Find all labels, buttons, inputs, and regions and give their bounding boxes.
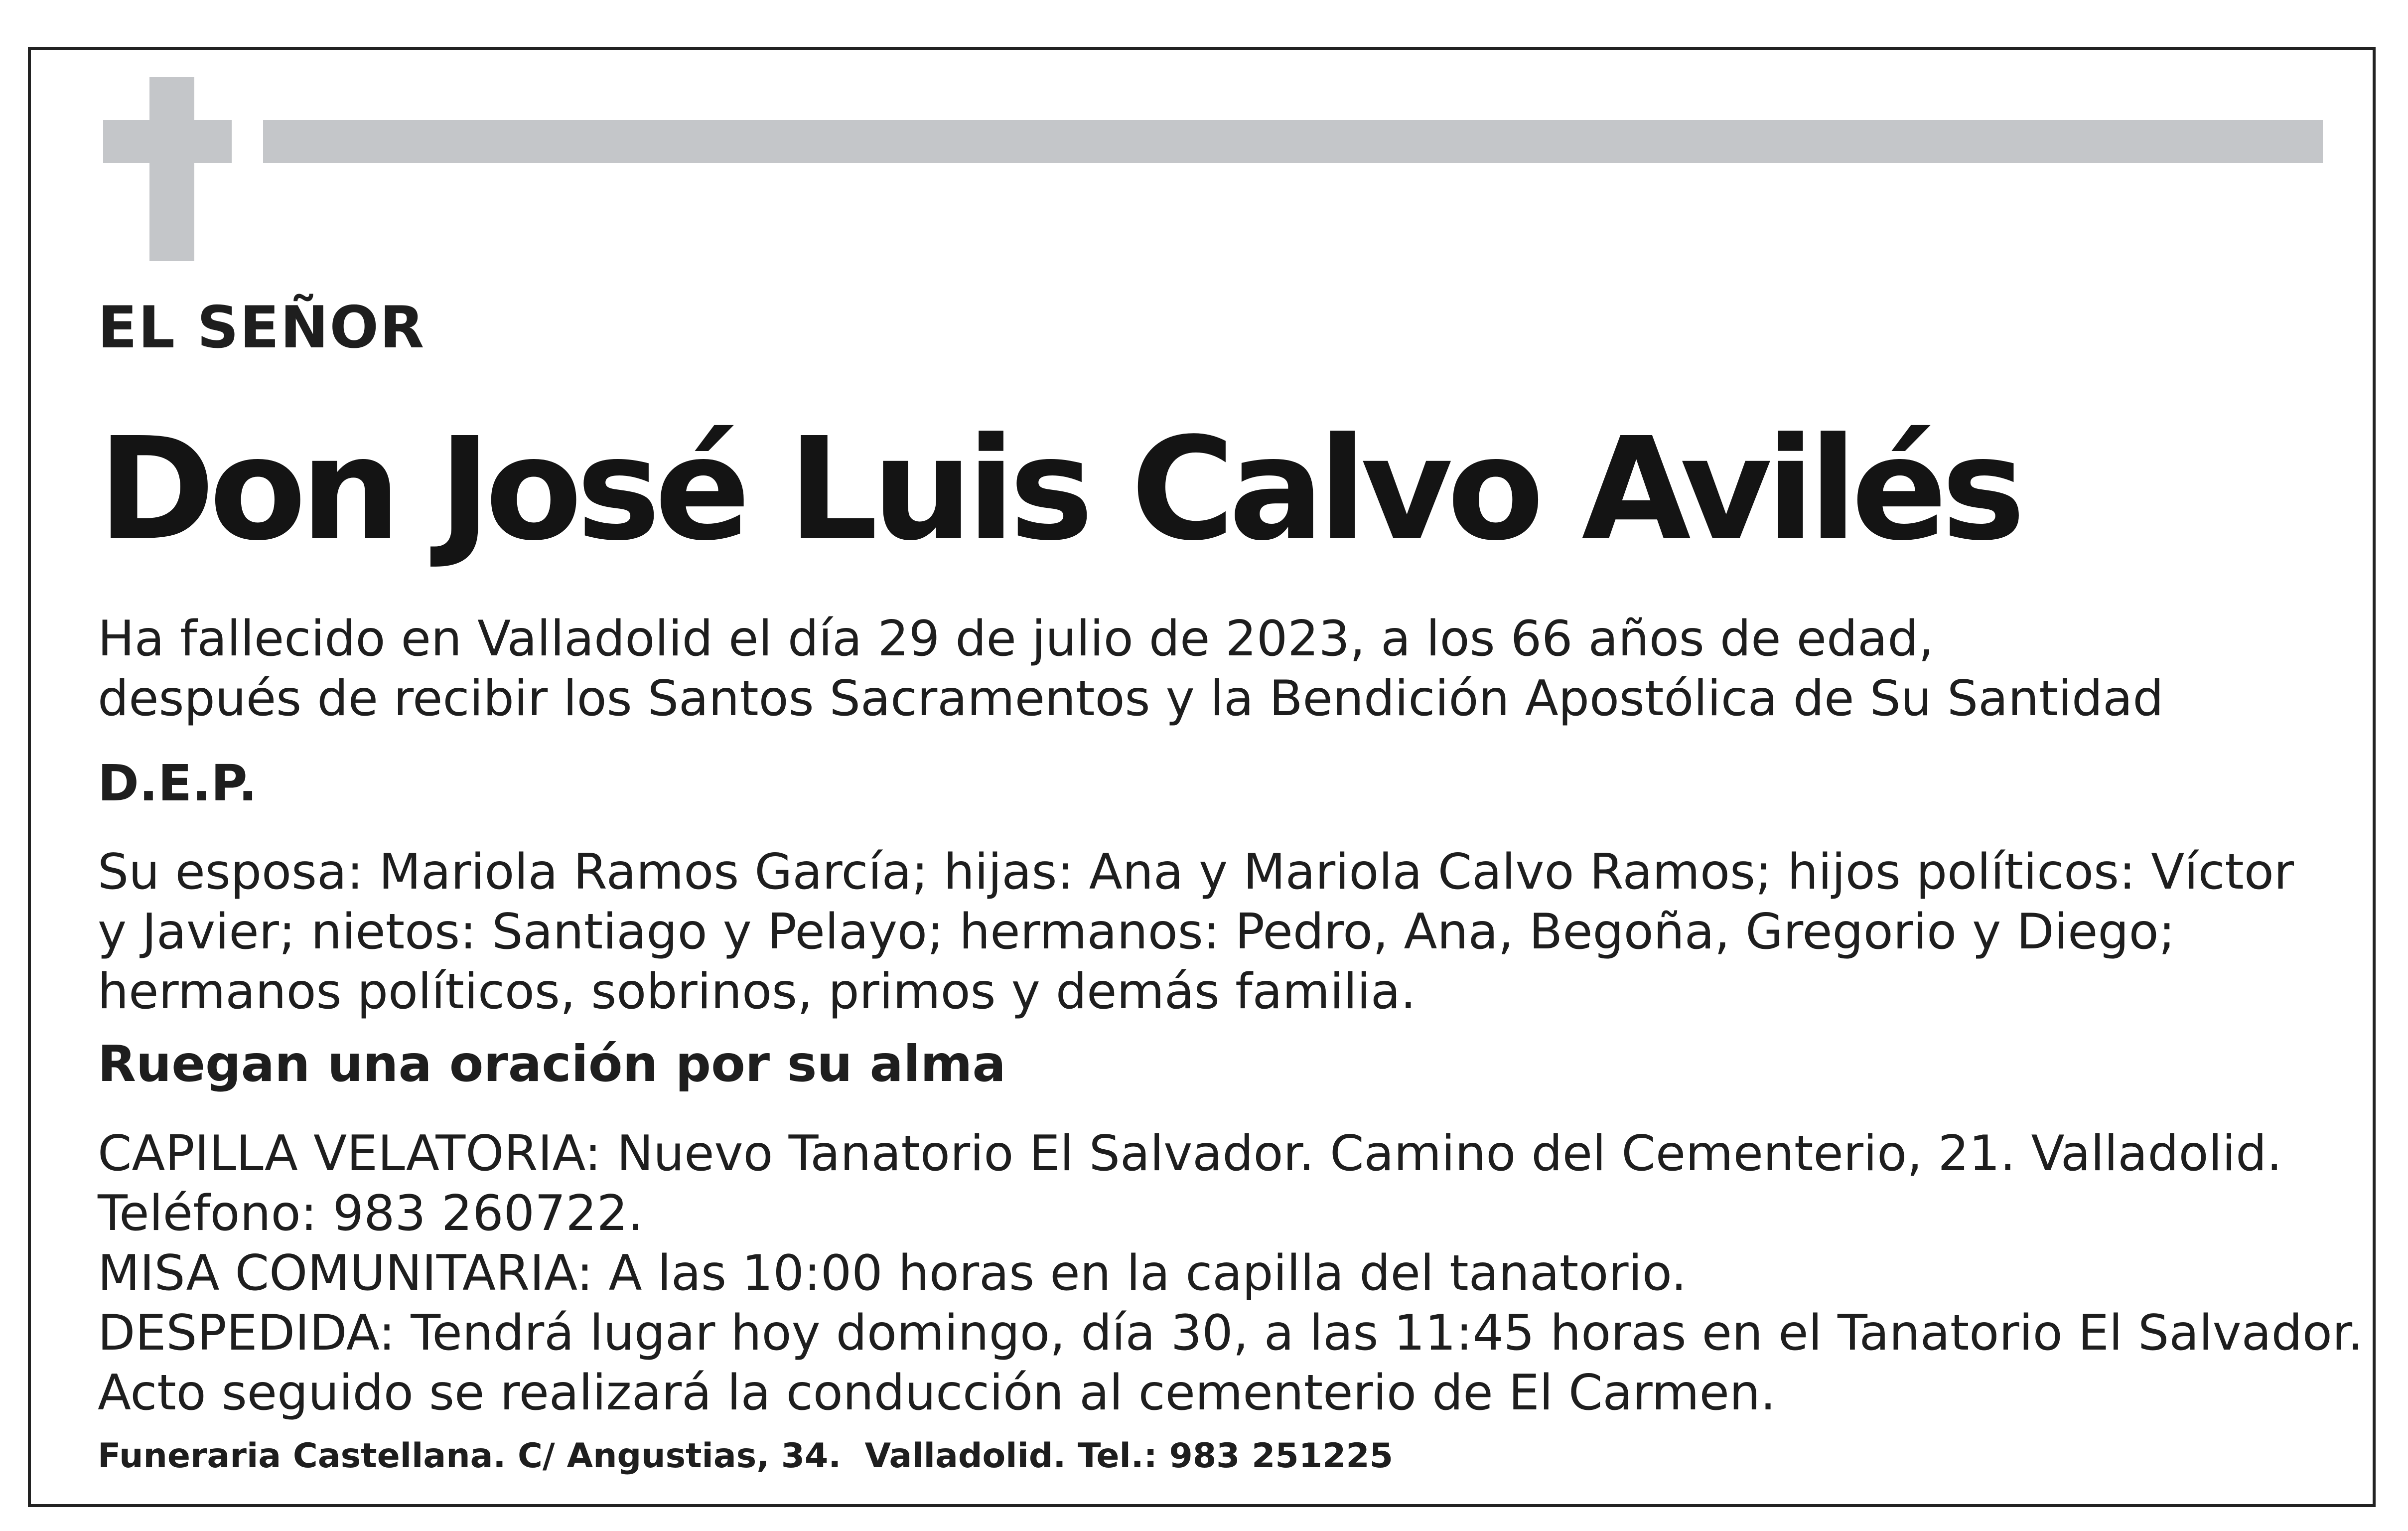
- funeral-home-footer: Funeraria Castellana. C/ Angustias, 34. Valladolid. Tel.: 983 251225: [98, 1436, 1394, 1476]
- family-line: Su esposa: Mariola Ramos García; hijas: Ana y Mariola Calvo Ramos; hijos políticos: Víctor: [98, 844, 2294, 901]
- dep-label: D.E.P.: [98, 754, 258, 812]
- deceased-name: Don José Luis Calvo Avilés: [98, 407, 2020, 572]
- service-line: Teléfono: 983 260722.: [98, 1185, 644, 1242]
- service-info: [98, 1124, 2363, 1423]
- cross-icon-arm: [103, 120, 232, 163]
- header-divider-bar: [263, 120, 2323, 163]
- death-notice-line: Ha fallecido en Valladolid el día 29 de julio de 2023, a los 66 años de edad,: [98, 611, 1934, 667]
- cross-icon: [149, 77, 194, 261]
- family-line: hermanos políticos, sobrinos, primos y demás familia.: [98, 963, 1416, 1020]
- death-notice: [98, 609, 2164, 729]
- family-list: [98, 842, 2294, 1022]
- service-line: MISA COMUNITARIA: A las 10:00 horas en la capilla del tanatorio.: [98, 1245, 1687, 1302]
- prayer-request: Ruegan una oración por su alma: [98, 1035, 1006, 1093]
- service-line: CAPILLA VELATORIA: Nuevo Tanatorio El Salvador. Camino del Cementerio, 21. Valladolid.: [98, 1125, 2282, 1182]
- service-line: DESPEDIDA: Tendrá lugar hoy domingo, día 30, a las 11:45 horas en el Tanatorio El Salvador.: [98, 1305, 2364, 1362]
- service-line: Acto seguido se realizará la conducción al cementerio de El Carmen.: [98, 1365, 1776, 1421]
- family-line: y Javier; nietos: Santiago y Pelayo; hermanos: Pedro, Ana, Begoña, Gregorio y Diego;: [98, 904, 2175, 960]
- honorific-title: EL SEÑOR: [98, 294, 425, 361]
- death-notice-line: después de recibir los Santos Sacramentos y la Bendición Apostólica de Su Santidad: [98, 670, 2164, 727]
